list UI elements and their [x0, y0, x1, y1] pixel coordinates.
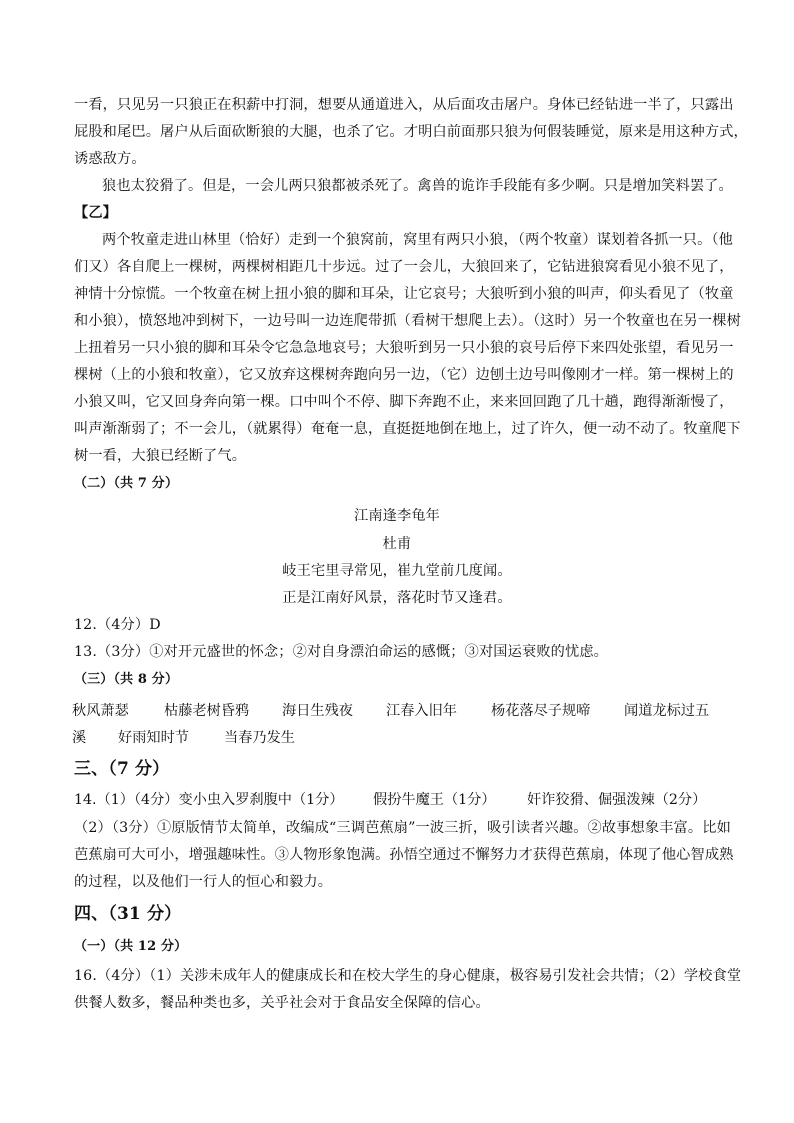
section-3-heading: 三、（7 分） — [74, 759, 170, 779]
q16-answer-line: 供餐人数多，餐品种类也多，关乎社会对于食品安全保障的信心。 — [74, 995, 490, 1011]
phrase-item: 秋风萧瑟 — [72, 703, 129, 719]
yi-label: 【乙】 — [74, 205, 118, 221]
yi-translation-line: 两个牧童走进山林里（恰好）走到一个狼窝前，窝里有两只小狼，（两个牧童）谋划着各抓一只。（他 — [102, 232, 733, 248]
jia-translation-line: 诱惑敌方。 — [74, 151, 146, 167]
yi-translation-line: 小狼又叫，它又回身奔向第一棵。口中叫个不停、脚下奔跑不止，来来回回跑了几十趟，跑得渐渐慢了， — [74, 394, 734, 410]
phrase-item: 杨花落尽子规啼 — [491, 703, 591, 719]
q14-part2-line: 的过程，以及他们一行人的恒心和毅力。 — [74, 874, 333, 890]
yi-translation-line: 们又）各自爬上一棵树，两棵树相距几十步远。过了一会儿，大狼回来了，它钻进狼窝看见小狼不见了， — [74, 259, 734, 275]
q12-answer: 12.（4分）D — [74, 617, 161, 633]
q14-part1-a: 14.（1）（4分）变小虫入罗刹腹中（1分） — [74, 792, 344, 808]
yi-translation-line: 和小狼），愤怒地冲到树下，一边号叫一边连爬带抓（看树干想爬上去）。（这时）另一个牧童也在另一棵树 — [74, 313, 741, 329]
phrase-item: 海日生残夜 — [282, 703, 353, 719]
yi-translation-line: 神情十分惊慌。一个牧童在树上扭小狼的脚和耳朵，让它哀号；大狼听到小狼的叫声，仰头看见了（牧童 — [74, 286, 734, 302]
q14-part1-c: 奸诈狡猾、倔强泼辣（2分） — [527, 792, 707, 808]
poem-author: 杜甫 — [382, 536, 412, 552]
q13-answer: 13.（3分）①对开元盛世的怀念；②对自身漂泊命运的感慨；③对国运衰败的忧虑。 — [74, 644, 609, 660]
section-4-heading: 四、（31 分） — [74, 904, 182, 924]
q14-part2-line: 芭蕉扇可大可小，增强趣味性。③人物形象饱满。孙悟空通过不懈努力才获得芭蕉扇，体现了他心智成熟 — [74, 847, 734, 863]
poem-line: 岐王宅里寻常见，崔九堂前几度闻。 — [282, 563, 512, 579]
phrase-item: 溪 — [72, 730, 87, 746]
q14-part1-b: 假扮牛魔王（1分） — [373, 792, 496, 808]
yi-translation-line: 棵树（上的小狼和牧童），它又放弃这棵树奔跑向另一边，（它）边刨土边号叫像刚才一样。第一棵树上的 — [74, 367, 734, 383]
yi-translation-line: 树一看，大狼已经断了气。 — [74, 448, 247, 464]
yi-translation-line: 上扭着另一只小狼的脚和耳朵令它急急地哀号；大狼听到另一只小狼的哀号后停下来四处张望，看见另一 — [74, 340, 734, 356]
part2-header: （二）（共 7 分） — [74, 476, 179, 491]
phrase-item: 闻道龙标过五 — [624, 703, 710, 719]
jia-translation-last: 狼也太狡猾了。但是，一会儿两只狼都被杀死了。禽兽的诡诈手段能有多少啊。只是增加笑料罢了。 — [102, 178, 733, 194]
jia-translation-line: 屁股和尾巴。屠户从后面砍断狼的大腿，也杀了它。才明白前面那只狼为何假装睡觉，原来是用这种方式， — [74, 124, 748, 140]
yi-translation-line: 叫声渐渐弱了；不一会儿，（就累得）奄奄一息，直挺挺地倒在地上，过了许久，便一动不动了。牧童爬下 — [74, 421, 741, 437]
poem-title: 江南逢李龟年 — [353, 508, 441, 524]
q16-answer-line: 16.（4分）（1）关涉未成年人的健康成长和在校大学生的身心健康，极容易引发社会共情；（2）学校食堂 — [74, 968, 742, 984]
part3-header: （三）（共 8 分） — [74, 672, 179, 687]
jia-translation-line: 一看，只见另一只狼正在积薪中打洞，想要从通道进入，从后面攻击屠户。身体已经钻进一半了，只露出 — [74, 97, 734, 113]
part4-1-header: （一）（共 12 分） — [74, 939, 188, 954]
phrase-item: 江春入旧年 — [386, 703, 457, 719]
phrase-item: 枯藤老树昏鸦 — [164, 703, 250, 719]
poem-line: 正是江南好风景，落花时节又逢君。 — [282, 590, 512, 606]
q14-part2-line: （2）（3分）①原版情节太简单，改编成“三调芭蕉扇”一波三折，吸引读者兴趣。②故事想象丰富。比如 — [74, 820, 731, 836]
phrase-item: 好雨知时节 — [118, 730, 189, 746]
phrase-item: 当春乃发生 — [224, 730, 295, 746]
